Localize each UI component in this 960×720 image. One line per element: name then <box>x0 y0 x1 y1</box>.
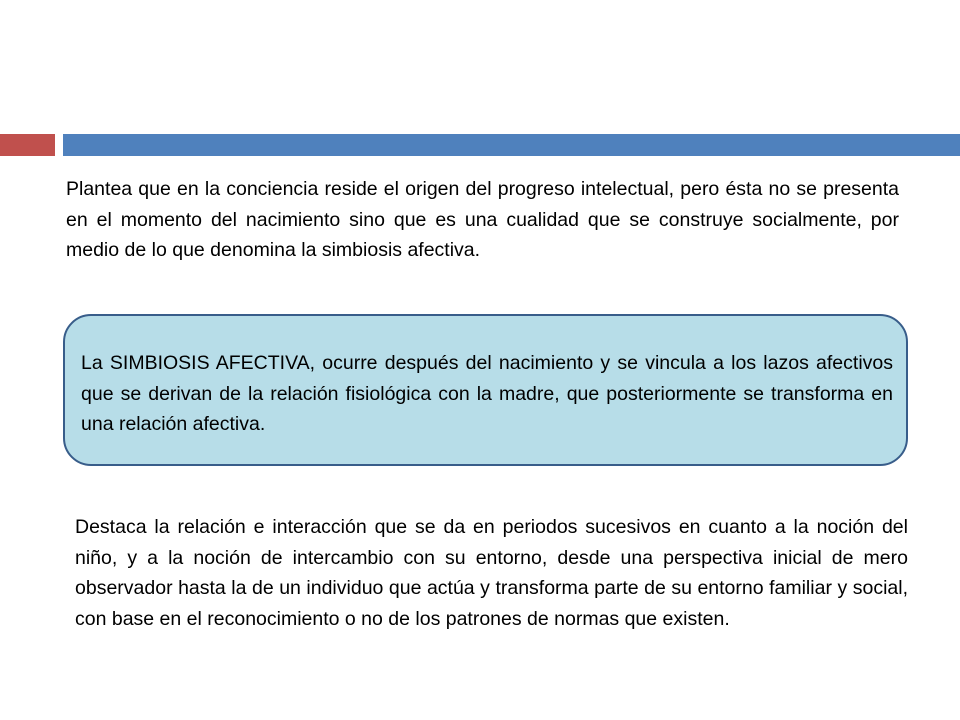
simbiosis-callout-text: La SIMBIOSIS AFECTIVA, ocurre después del nacimiento y se vincula a los lazos afectivos que se derivan de la relación fisiológica con la madre, que posteriormente se transforma en una relación afectiva. <box>81 352 893 435</box>
intro-paragraph: Plantea que en la conciencia reside el origen del progreso intelectual, pero ésta no se presenta en el momento del nacimiento sino que es una cualidad que se construye socialmente, por medio de lo que denomina la simbiosis afectiva. <box>66 178 899 261</box>
closing-paragraph: Destaca la relación e interacción que se da en periodos sucesivos en cuanto a la noción del niño, y a la noción de intercambio con su entorno, desde una perspectiva inicial de mero observador hasta la de un individuo que actúa y transforma parte de su entorno familiar y social, con base en el reconocimiento o no de los patrones de normas que existen. <box>75 516 908 630</box>
header-accent-bar-blue <box>63 134 960 156</box>
header-accent-bar-red <box>0 134 55 156</box>
simbiosis-callout-box <box>63 314 908 466</box>
